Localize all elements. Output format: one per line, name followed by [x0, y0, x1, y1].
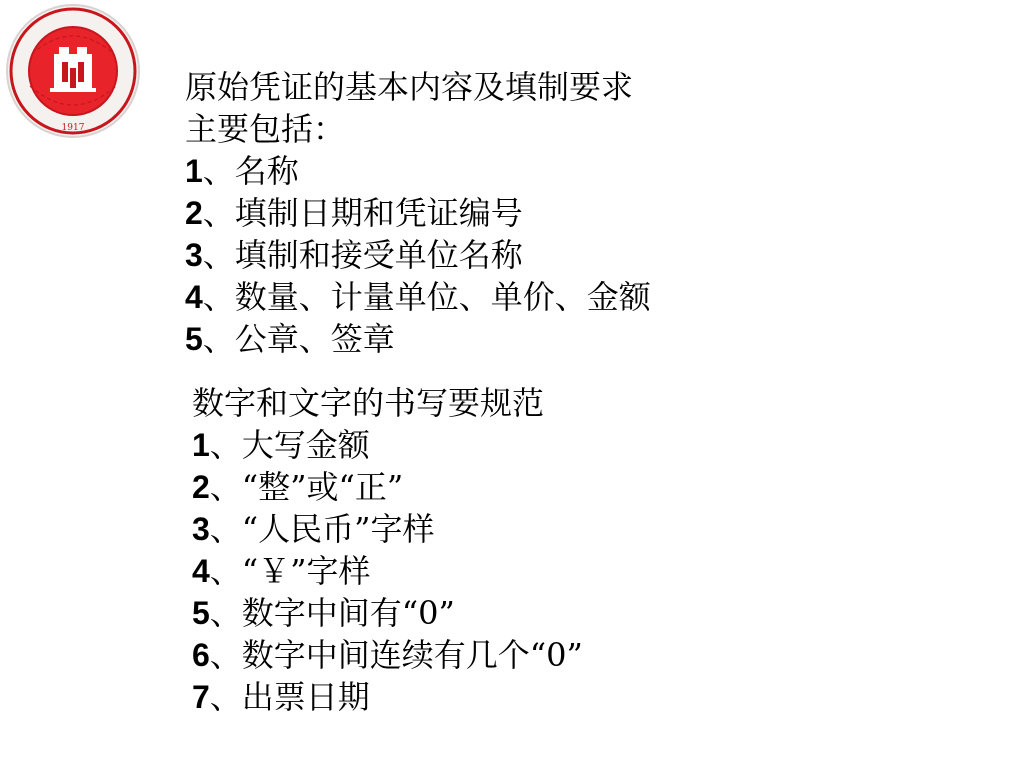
list-item: 1、大写金额	[192, 426, 370, 464]
list-item: 1、名称	[185, 152, 299, 190]
section-writing-rules	[192, 382, 583, 718]
list-item: 6、数字中间连续有几个“0”	[192, 636, 583, 674]
university-seal-logo	[4, 2, 142, 140]
section-title: 数字和文字的书写要规范	[192, 384, 545, 422]
svg-text:1917: 1917	[61, 123, 85, 133]
section-title: 原始凭证的基本内容及填制要求	[185, 68, 634, 106]
list-item: 3、“人民币”字样	[192, 510, 435, 548]
section-subtitle: 主要包括：	[185, 110, 346, 148]
list-item: 2、填制日期和凭证编号	[185, 194, 523, 232]
list-item: 4、“￥”字样	[192, 552, 371, 590]
list-item: 5、数字中间有“0”	[192, 594, 455, 632]
list-item: 7、出票日期	[192, 678, 370, 716]
list-item: 4、数量、计量单位、单价、金额	[185, 278, 651, 316]
section-voucher-content	[185, 66, 651, 360]
list-item: 3、填制和接受单位名称	[185, 236, 523, 274]
list-item: 5、公章、签章	[185, 320, 395, 358]
list-item: 2、“整”或“正”	[192, 468, 404, 506]
